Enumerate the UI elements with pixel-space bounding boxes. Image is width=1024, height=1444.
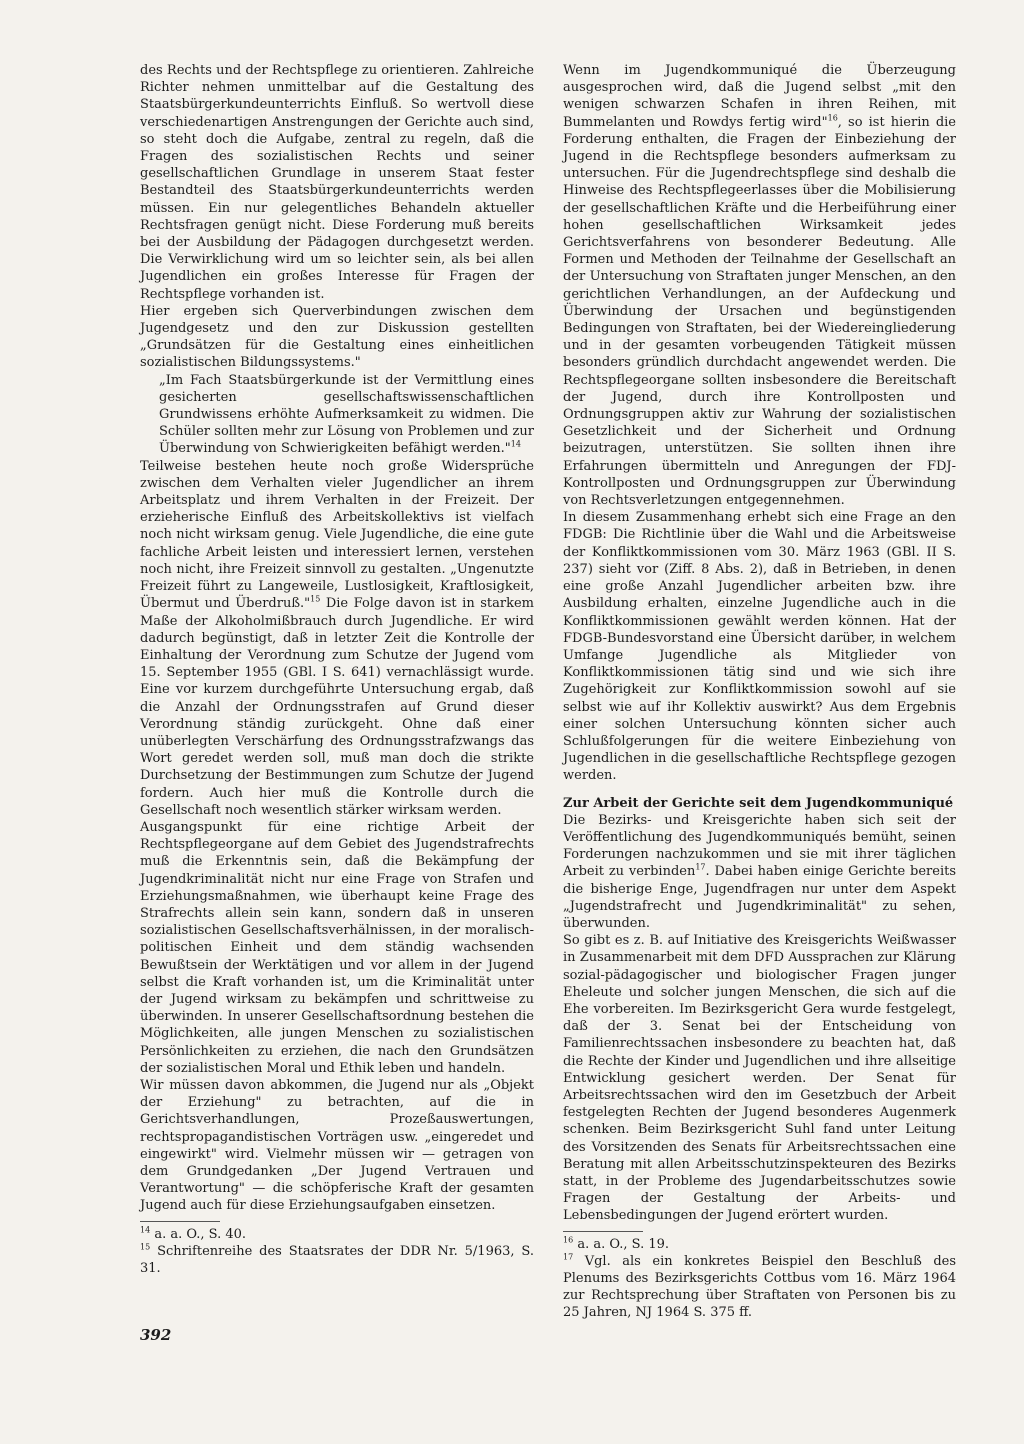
paragraph: Wenn im Jugendkommuniqué die Überzeugung ausgesprochen wird, daß die Jugend selbst „mit den wenigen schwarzen Schafen in ihren Reihen, mit Bummelanten und Rowdys fertig wird"$^{16}$, so ist hierin die Forderung enthalten, die Fragen der Einbeziehung der Jugend in die Rechtspflege besonders aufmerksam zu untersuchen. Für die Jugendrechtspflege sind deshalb die Hinweise des Rechtspflegeerlasses über die Mobilisierung der gesellschaftlichen Kräfte und die Herbeiführung einer hohen gesellschaftlichen Wirksamkeit jedes Gerichtsverfahrens von besonderer Bedeutung. Alle Formen und Methoden der Teilnahme der Gesellschaft an der Untersuchung von Straftaten junger Menschen, an den gerichtlichen Verhandlungen, an der Aufdeckung und Überwindung der Ursachen und begünstigenden Bedingungen von Straftaten, bei der Wiedereingliederung und in der gesamten vorbeugenden Tätigkeit müssen besonders gründlich durchdacht angewendet werden. Die Rechtspflegeorgane sollten insbesondere die Bereitschaft der Jugend, durch ihre Kontrollposten und Ordnungsgruppen aktiv zur Wahrung der sozialistischen Gesetzlichkeit und der Sicherheit und Ordnung beizutragen, unterstützen. Sie sollten ihnen ihre Erfahrungen übermitteln und Anregungen der FDJ-Kontrollposten und Ordnungsgruppen zur Überwindung von Rechtsverletzungen entgegennehmen. <box>563 63 957 509</box>
paragraph: In diesem Zusammenhang erhebt sich eine Frage an den FDGB: Die Richtlinie über die Wahl und die Arbeitsweise der Konfliktkommissionen vom 30. März 1963 (GBl. II S. 237) sieht vor (Ziff. 8 Abs. 2), daß in Betrieben, in denen eine große Anzahl Jugendlicher arbeiten bzw. ihre Ausbildung erhalten, einzelne Jugendliche auch in die Konfliktkommissionen gewählt werden können. Hat der FDGB-Bundesvorstand eine Übersicht darüber, in welchem Umfange Jugendliche als Mitglieder von Konfliktkommissionen tätig sind und wie sich ihre Zugehörigkeit zur Konfliktkommission sowohl auf sie selbst wie auf ihr Kollektiv auswirkt? Aus dem Ergebnis einer solchen Untersuchung könnten sicher auch Schlußfolgerungen für die weitere Einbeziehung von Jugendlichen in die gesellschaftliche Rechtspflege gezogen werden. <box>563 510 956 784</box>
footnote: $^{14}$ a. a. O., S. 40. <box>140 1225 247 1242</box>
footnote: $^{15}$ Schriftenreihe des Staatsrates der DDR Nr. 5/1963, S. 31. <box>140 1242 534 1277</box>
footnote-divider <box>140 1221 220 1222</box>
section-heading: Zur Arbeit der Gerichte seit dem Jugendkommuniqué <box>563 795 954 811</box>
page-number: 392 <box>140 1326 172 1344</box>
footnote-divider <box>563 1231 643 1232</box>
footnote-ref: 17 <box>695 863 706 873</box>
paragraph: Ausgangspunkt für eine richtige Arbeit der Rechtspflegeorgane auf dem Gebiet des Jugendstrafrechts muß die Erkenntnis sein, daß die Bekämpfung der Jugendkriminalität nicht nur eine Frage von Strafen und Erziehungsmaßnahmen, wie überhaupt keine Frage des Strafrechts allein sein kann, sondern daß in unseren sozialistischen Gesellschaftsverhälnissen, in der moralisch-politischen Einheit und dem ständig wachsenden Bewußtsein der Werktätigen und vor allem in der Jugend selbst die Kraft vorhanden ist, um die Kriminalität unter der Jugend wirksam zu bekämpfen und schrittweise zu überwinden. In unserer Gesellschaftsordnung bestehen die Möglichkeiten, alle jungen Menschen zu sozialistischen Persönlichkeiten zu erziehen, die nach den Grundsätzen der sozialistischen Moral und Ethik leben und handeln. <box>140 819 534 1076</box>
paragraph: Die Bezirks- und Kreisgerichte haben sich seit der Veröffentlichung des Jugendkommuniqués bemüht, seinen Forderungen nachzukommen und sie mit ihrer täglichen Arbeit zu verbinden$^{17}$. Dabei haben einige Gerichte bereits die bisherige Enge, Jugendfragen nur unter dem Aspekt „Jugendstrafrecht und Jugendkriminalität" zu sehen, überwunden. <box>563 812 956 931</box>
block-quote: „Im Fach Staatsbürgerkunde ist der Vermittlung eines gesicherten gesellschaftswissenschaftlichen Grundwissens erhöhte Aufmerksamkeit zu widmen. Die Schüler sollten mehr zur Lösung von Problemen und zur Überwindung von Schwierigkeiten befähigt werden."$^{14}$ <box>159 372 534 457</box>
left-column <box>140 62 534 1277</box>
footnote: $^{16}$ a. a. O., S. 19. <box>563 1235 670 1252</box>
footnote-ref: 14 <box>510 440 521 450</box>
paragraph: Hier ergeben sich Querverbindungen zwischen dem Jugendgesetz und den zur Diskussion gestellten „Grundsätzen für die Gestaltung eines einheitlichen sozialistischen Bildungssystems." <box>140 303 534 371</box>
footnote: $^{17}$ Vgl. als ein konkretes Beispiel den Beschluß des Plenums des Bezirksgerichts Cottbus vom 16. März 1964 zur Rechtsprechung über Straftaten von Personen bis zu 25 Jahren, NJ 1964 S. 375 ff. <box>563 1252 956 1321</box>
paragraph: Teilweise bestehen heute noch große Widersprüche zwischen dem Verhalten vieler Jugendlicher an ihrem Arbeitsplatz und ihrem Verhalten in der Freizeit. Der erzieherische Einfluß des Arbeitskollektivs ist vielfach noch nicht wirksam genug. Viele Jugendliche, die eine gute fachliche Arbeit leisten und interessiert lernen, verstehen noch nicht, ihre Freizeit sinnvoll zu gestalten. „Ungenutzte Freizeit führt zu Langeweile, Lustlosigkeit, Kraftlosigkeit, Übermut und Überdruß."$^{15}$ Die Folge davon ist in starkem Maße der Alkoholmißbrauch durch Jugendliche. Er wird dadurch begünstigt, daß in letzter Zeit die Kontrolle der Einhaltung der Verordnung zum Schutze der Jugend vom 15. September 1955 (GBl. I S. 641) vernachlässigt wurde. Eine vor kurzem durchgeführte Untersuchung ergab, daß die Anzahl der Ordnungsstrafen auf Grund dieser Verordnung ständig zurückgeht. Ohne daß einer unüberlegten Verschärfung des Ordnungsstrafzwangs das Wort geredet werden soll, muß man doch die strikte Durchsetzung der Bestimmungen zum Schutze der Jugend fordern. Auch hier muß die Kontrolle durch die Gesellschaft noch wesentlich stärker wirksam werden. <box>140 458 534 818</box>
paragraph: des Rechts und der Rechtspflege zu orientieren. Zahlreiche Richter nehmen unmittelbar auf die Gestaltung des Staatsbürgerkundeunterrichts Einfluß. So wertvoll diese verschiedenartigen Anstrengungen der Gerichte auch sind, so steht doch die Aufgabe, zentral zu regeln, daß die Fragen des sozialistischen Rechts und seiner gesellschaftlichen Grundlage in unserem Staat fester Bestandteil des Staatsbürgerkundeunterrichts werden müssen. Ein nur gelegentliches Behandeln aktueller Rechtsfragen genügt nicht. Diese Forderung muß bereits bei der Ausbildung der Pädagogen durchgesetzt werden. Die Verwirklichung wird um so leichter sein, als bei allen Jugendlichen ein großes Interesse für Fragen der Rechtspflege vorhanden ist. <box>140 63 534 302</box>
right-column <box>563 62 956 1322</box>
footnote-ref: 16 <box>827 113 838 123</box>
footnote-ref: 15 <box>310 594 321 604</box>
paragraph: So gibt es z. B. auf Initiative des Kreisgerichts Weißwasser in Zusammenarbeit mit dem DFD Aussprachen zur Klärung sozial-pädagogischer und biologischer Fragen junger Eheleute und solcher jungen Menschen, die sich auf die Ehe vorbereiten. Im Bezirksgericht Gera wurde festgelegt, daß der 3. Senat bei der Entscheidung von Familienrechtssachen insbesondere zu beachten hat, daß die Rechte der Kinder und Jugendlichen und ihre allseitige Entwicklung gesichert werden. Der Senat für Arbeitsrechtssachen wird den im Gesetzbuch der Arbeit festgelegten Rechten der Jugend besonderes Augenmerk schenken. Beim Bezirksgericht Suhl fand unter Leitung des Vorsitzenden des Senats für Arbeitsrechtssachen eine Beratung mit allen Arbeitsschutzinspekteuren des Bezirks statt, in der Probleme des Jugendarbeitsschutzes sowie Fragen der Gestaltung der Arbeits- und Lebensbedingungen der Jugend erörtert wurden. <box>563 933 956 1224</box>
paragraph: Wir müssen davon abkommen, die Jugend nur als „Objekt der Erziehung" zu betrachten, auf die in Gerichtsverhandlungen, Prozeßauswertungen, rechtspropagandistischen Vorträgen usw. „eingeredet und eingewirkt" wird. Vielmehr müssen wir — getragen von dem Grundgedanken „Der Jugend Vertrauen und Verantwortung" — die schöpferische Kraft der gesamten Jugend auch für diese Erziehungsaufgaben einsetzen. <box>140 1077 534 1214</box>
